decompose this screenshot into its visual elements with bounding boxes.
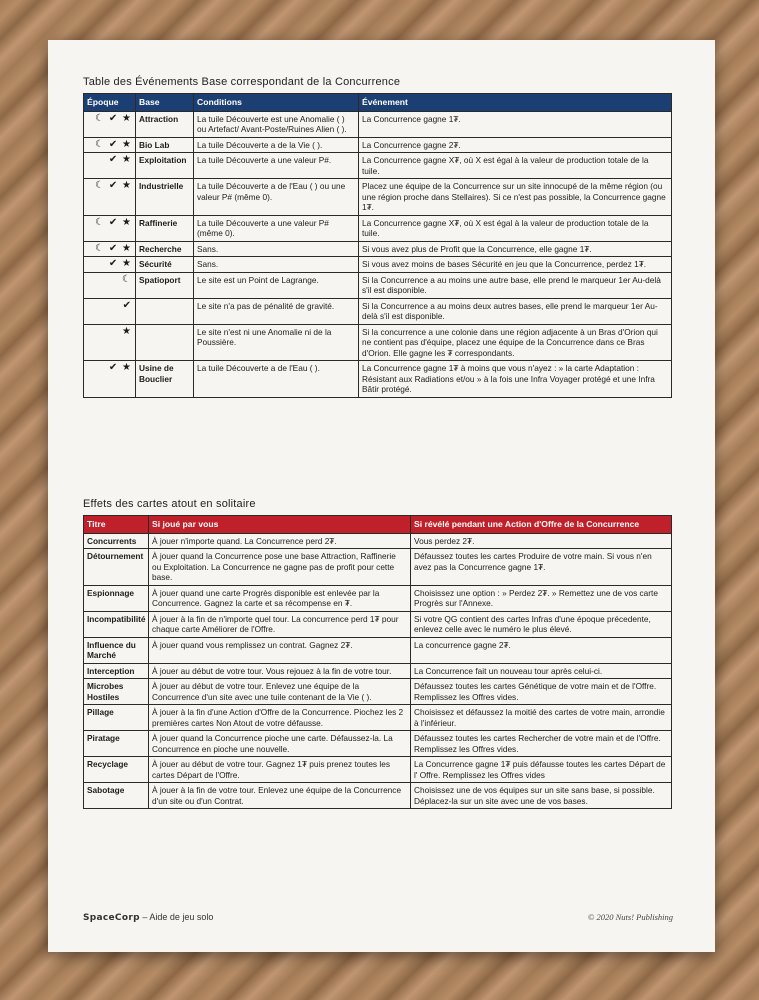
played-effect: À jouer à la fin d'une Action d'Offre de la Concurrence. Piochez les 2 premières cartes Non Atout de votre défausse.	[149, 705, 411, 731]
event-cell: La Concurrence gagne X₮, où X est égal à la valeur de production totale de la tuile.	[359, 153, 672, 179]
event-cell: Placez une équipe de la Concurrence sur un site innocupé de la même région (ou une région proche dans Stellaires). Si ce n'est pas possible, la Concurrence gagne 1₮.	[359, 179, 672, 216]
revealed-effect: Choisissez une de vos équipes sur un site sans base, si possible. Déplacez-la sur un site avec une de vos bases.	[411, 783, 672, 809]
base-name	[136, 298, 194, 324]
table-row	[84, 663, 672, 679]
table-row	[84, 179, 672, 216]
revealed-effect: La concurrence gagne 2₮.	[411, 637, 672, 663]
event-cell: Si la Concurrence a au moins une autre base, elle prend le marqueur 1er Au-delà s'il est disponible.	[359, 272, 672, 298]
table-row	[84, 533, 672, 549]
revealed-effect: La Concurrence fait un nouveau tour après celui-ci.	[411, 663, 672, 679]
revealed-effect: Choisissez une option : » Perdez 2₮. » Remettez une de vos carte Progrès sur l'Annexe.	[411, 585, 672, 611]
base-name: Spatioport	[136, 272, 194, 298]
base-name: Recherche	[136, 241, 194, 257]
base-name: Exploitation	[136, 153, 194, 179]
card-title: Concurrents	[84, 533, 149, 549]
condition-cell: Le site n'est ni une Anomalie ni de la Poussière.	[194, 324, 359, 361]
card-title: Incompatibilité	[84, 611, 149, 637]
table-row	[84, 549, 672, 586]
header-base: Base	[136, 94, 194, 112]
base-name: Industrielle	[136, 179, 194, 216]
epoch-symbols: ✔	[84, 298, 136, 324]
condition-cell: Sans.	[194, 257, 359, 273]
event-cell: Si la Concurrence a au moins deux autres bases, elle prend le marqueur 1er Au-delà s'il est disponible.	[359, 298, 672, 324]
brand-name: SpaceCorp	[83, 913, 140, 923]
table-row	[84, 757, 672, 783]
footer-copyright: © 2020 Nuts! Publishing	[587, 912, 673, 922]
table-row	[84, 679, 672, 705]
epoch-symbols: ☾ ✔ ★	[84, 241, 136, 257]
played-effect: À jouer au début de votre tour. Enlevez une équipe de la Concurrence d'un site avec une tuile contenant de la Vie ( ).	[149, 679, 411, 705]
table-row	[84, 361, 672, 398]
card-title: Espionnage	[84, 585, 149, 611]
played-effect: À jouer au début de votre tour. Vous rejouez à la fin de votre tour.	[149, 663, 411, 679]
base-name: Bio Lab	[136, 137, 194, 153]
card-title: Influence du Marché	[84, 637, 149, 663]
table-row	[84, 153, 672, 179]
condition-cell: La tuile Découverte a une valeur P# (même 0).	[194, 215, 359, 241]
base-name	[136, 324, 194, 361]
condition-cell: Le site n'a pas de pénalité de gravité.	[194, 298, 359, 324]
event-cell: Si vous avez moins de bases Sécurité en jeu que la Concurrence, perdez 1₮.	[359, 257, 672, 273]
played-effect: À jouer quand la Concurrence pioche une carte. Défaussez-la. La Concurrence en pioche une nouvelle.	[149, 731, 411, 757]
table-row	[84, 324, 672, 361]
epoch-symbols: ☾	[84, 272, 136, 298]
condition-cell: La tuile Découverte est une Anomalie ( ) ou Artefact/ Avant-Poste/Ruines Alien ( ).	[194, 111, 359, 137]
epoch-symbols: ☾ ✔ ★	[84, 215, 136, 241]
epoch-symbols: ✔ ★	[84, 153, 136, 179]
table-row	[84, 731, 672, 757]
card-title: Interception	[84, 663, 149, 679]
epoch-symbols: ☾ ✔ ★	[84, 111, 136, 137]
events-table-title: Table des Événements Base correspondant de la Concurrence	[83, 76, 401, 88]
cards-table-title: Effets des cartes atout en solitaire	[83, 498, 256, 510]
events-table	[83, 93, 672, 398]
card-title: Microbes Hostiles	[84, 679, 149, 705]
played-effect: À jouer quand une carte Progrès disponible est enlevée par la Concurrence. Gagnez la carte et sa récompense en ₮.	[149, 585, 411, 611]
table-row	[84, 783, 672, 809]
epoch-symbols: ★	[84, 324, 136, 361]
revealed-effect: Défaussez toutes les cartes Produire de votre main. Si vous n'en avez pas la Concurrence gagne 1₮.	[411, 549, 672, 586]
card-title: Recyclage	[84, 757, 149, 783]
header-played: Si joué par vous	[149, 516, 411, 534]
event-cell: Si la concurrence a une colonie dans une région adjacente à un Bras d'Orion qui ne contient pas d'équipe, placez une équipe de la Concurrence dans ce Bras d'Orion. Elle gagne les ₮ correspondants.	[359, 324, 672, 361]
event-cell: La Concurrence gagne X₮, où X est égal à la valeur de production totale de la tuile.	[359, 215, 672, 241]
base-name: Sécurité	[136, 257, 194, 273]
table-row	[84, 215, 672, 241]
epoch-symbols: ☾ ✔ ★	[84, 179, 136, 216]
table-row	[84, 298, 672, 324]
events-header-row	[84, 94, 672, 112]
event-cell: Si vous avez plus de Profit que la Concurrence, elle gagne 1₮.	[359, 241, 672, 257]
table-row	[84, 111, 672, 137]
table-row	[84, 272, 672, 298]
table-row	[84, 637, 672, 663]
revealed-effect: Vous perdez 2₮.	[411, 533, 672, 549]
revealed-effect: Défaussez toutes les cartes Rechercher de votre main et de l'Offre. Remplissez les Offres vides.	[411, 731, 672, 757]
table-row	[84, 241, 672, 257]
base-name: Raffinerie	[136, 215, 194, 241]
played-effect: À jouer quand vous remplissez un contrat. Gagnez 2₮.	[149, 637, 411, 663]
cards-header-row	[84, 516, 672, 534]
header-title: Titre	[84, 516, 149, 534]
event-cell: La Concurrence gagne 1₮.	[359, 111, 672, 137]
epoch-symbols: ✔ ★	[84, 257, 136, 273]
header-revealed: Si révélé pendant une Action d'Offre de la Concurrence	[411, 516, 672, 534]
table-row	[84, 611, 672, 637]
base-name: Usine de Bouclier	[136, 361, 194, 398]
played-effect: À jouer à la fin de n'importe quel tour. La concurrence perd 1₮ pour chaque carte Améliorer de l'Offre.	[149, 611, 411, 637]
card-title: Pillage	[84, 705, 149, 731]
header-conditions: Conditions	[194, 94, 359, 112]
condition-cell: La tuile Découverte a une valeur P#.	[194, 153, 359, 179]
epoch-symbols: ✔ ★	[84, 361, 136, 398]
condition-cell: Le site est un Point de Lagrange.	[194, 272, 359, 298]
condition-cell: La tuile Découverte a de l'Eau ( ).	[194, 361, 359, 398]
revealed-effect: Si votre QG contient des cartes Infras d'une époque précedente, enlevez celle avec le numéro le plus élevé.	[411, 611, 672, 637]
played-effect: À jouer quand la Concurrence pose une base Attraction, Raffinerie ou Exploitation. La Concurrence ne gagne pas de profit pour cette base.	[149, 549, 411, 586]
event-cell: La Concurrence gagne 2₮.	[359, 137, 672, 153]
table-row	[84, 585, 672, 611]
revealed-effect: Défaussez toutes les cartes Génétique de votre main et de l'Offre. Remplissez les Offres vides.	[411, 679, 672, 705]
card-title: Détournement	[84, 549, 149, 586]
condition-cell: La tuile Découverte a de l'Eau ( ) ou une valeur P# (même 0).	[194, 179, 359, 216]
revealed-effect: La Concurrence gagne 1₮ puis défausse toutes les cartes Départ de l' Offre. Remplissez les Offres vides	[411, 757, 672, 783]
played-effect: À jouer n'importe quand. La Concurrence perd 2₮.	[149, 533, 411, 549]
card-title: Piratage	[84, 731, 149, 757]
footer-brand	[83, 912, 213, 923]
table-row	[84, 137, 672, 153]
base-name: Attraction	[136, 111, 194, 137]
cards-table	[83, 515, 672, 809]
card-title: Sabotage	[84, 783, 149, 809]
revealed-effect: Choisissez et défaussez la moitié des cartes de votre main, arrondie à l'inférieur.	[411, 705, 672, 731]
reference-card	[48, 40, 715, 952]
played-effect: À jouer au début de votre tour. Gagnez 1₮ puis prenez toutes les cartes Départ de l'Offre.	[149, 757, 411, 783]
footer-subtitle: – Aide de jeu solo	[142, 912, 214, 922]
event-cell: La Concurrence gagne 1₮ à moins que vous n'ayez : » la carte Adaptation : Résistant aux Radiations et/ou » à la fois une Infra Voyager protégé et une Infra Bâtir protégé.	[359, 361, 672, 398]
header-event: Événement	[359, 94, 672, 112]
played-effect: À jouer à la fin de votre tour. Enlevez une équipe de la Concurrence d'un site ou d'un Contrat.	[149, 783, 411, 809]
condition-cell: Sans.	[194, 241, 359, 257]
table-row	[84, 257, 672, 273]
header-epoch: Époque	[84, 94, 136, 112]
condition-cell: La tuile Découverte a de la Vie ( ).	[194, 137, 359, 153]
table-row	[84, 705, 672, 731]
epoch-symbols: ☾ ✔ ★	[84, 137, 136, 153]
